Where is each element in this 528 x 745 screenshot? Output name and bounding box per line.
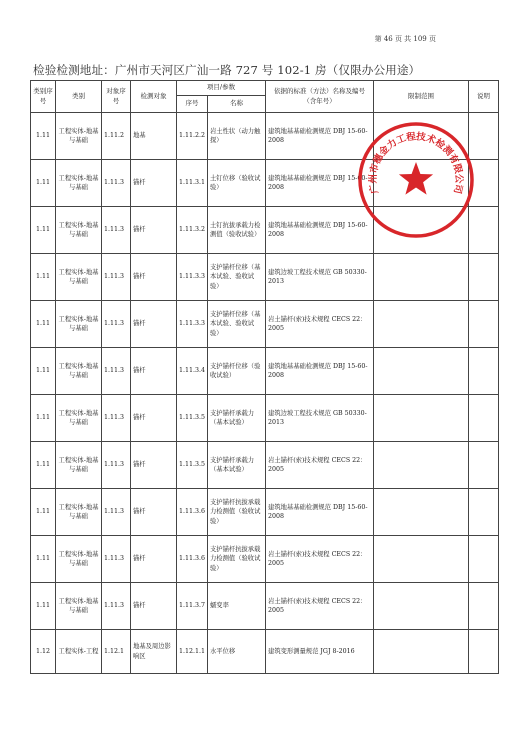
cell-item-no: 1.11.3.7 (177, 583, 208, 630)
table-row (31, 160, 499, 207)
cell-object: 锚杆 (131, 207, 177, 254)
table-row (31, 301, 499, 348)
cell-item-name: 水平位移 (208, 630, 266, 674)
table-row (31, 113, 499, 160)
cell-object-no: 1.12.1 (102, 630, 131, 674)
col-item-no: 序号 (177, 96, 208, 113)
col-standard: 依据的标准（方法）名称及编号（含年号） (266, 81, 374, 113)
cell-limit (374, 113, 469, 160)
cell-object: 锚杆 (131, 395, 177, 442)
cell-category-no: 1.11 (31, 301, 56, 348)
table-row (31, 348, 499, 395)
cell-category: 工程实体-地基与基础 (56, 489, 102, 536)
table-row (31, 489, 499, 536)
col-category-no: 类别序号 (31, 81, 56, 113)
col-item-param: 项目/参数 (177, 81, 266, 96)
cell-note (469, 630, 499, 674)
cell-category-no: 1.11 (31, 489, 56, 536)
cell-item-no: 1.11.3.1 (177, 160, 208, 207)
cell-limit (374, 160, 469, 207)
table-row (31, 442, 499, 489)
cell-standard: 建筑地基基础检测规范 DBJ 15-60-2008 (266, 113, 374, 160)
col-category: 类别 (56, 81, 102, 113)
cell-standard: 建筑边坡工程技术规范 GB 50330-2013 (266, 395, 374, 442)
cell-category: 工程实体-地基与基础 (56, 254, 102, 301)
cell-object: 地基及周边影响区 (131, 630, 177, 674)
cell-category: 工程实体-地基与基础 (56, 207, 102, 254)
cell-note (469, 395, 499, 442)
cell-limit (374, 630, 469, 674)
cell-limit (374, 583, 469, 630)
cell-category-no: 1.11 (31, 348, 56, 395)
cell-object: 锚杆 (131, 301, 177, 348)
cell-object-no: 1.11.3 (102, 160, 131, 207)
cell-category-no: 1.11 (31, 207, 56, 254)
cell-object-no: 1.11.3 (102, 536, 131, 583)
table-row (31, 536, 499, 583)
cell-limit (374, 348, 469, 395)
cell-object-no: 1.11.3 (102, 254, 131, 301)
cell-standard: 岩土锚杆(索)技术规程 CECS 22：2005 (266, 583, 374, 630)
cell-item-no: 1.11.3.4 (177, 348, 208, 395)
cell-note (469, 301, 499, 348)
cell-limit (374, 489, 469, 536)
cell-category: 工程实体-地基与基础 (56, 583, 102, 630)
cell-item-name: 土钉位移（验收试验） (208, 160, 266, 207)
col-object-no: 对象序号 (102, 81, 131, 113)
cell-standard: 建筑变形测量规范 JGJ 8-2016 (266, 630, 374, 674)
cell-object: 锚杆 (131, 583, 177, 630)
cell-item-no: 1.11.3.5 (177, 395, 208, 442)
cell-limit (374, 536, 469, 583)
cell-standard: 建筑边坡工程技术规范 GB 50330-2013 (266, 254, 374, 301)
cell-object-no: 1.11.2 (102, 113, 131, 160)
cell-category-no: 1.11 (31, 113, 56, 160)
cell-standard: 岩土锚杆(索)技术规程 CECS 22：2005 (266, 442, 374, 489)
cell-object: 锚杆 (131, 254, 177, 301)
cell-category: 工程实体-地基与基础 (56, 301, 102, 348)
cell-item-name: 岩土性状（动力触探） (208, 113, 266, 160)
cell-object: 锚杆 (131, 489, 177, 536)
cell-note (469, 113, 499, 160)
cell-category: 工程实体-工程 (56, 630, 102, 674)
table-row (31, 254, 499, 301)
cell-item-no: 1.11.2.2 (177, 113, 208, 160)
cell-category-no: 1.11 (31, 536, 56, 583)
cell-limit (374, 442, 469, 489)
cell-note (469, 442, 499, 489)
cell-item-no: 1.11.3.3 (177, 301, 208, 348)
cell-object-no: 1.11.3 (102, 348, 131, 395)
cell-item-name: 支护锚杆承载力（基本试验） (208, 395, 266, 442)
col-limit: 限制范围 (374, 81, 469, 113)
cell-category: 工程实体-地基与基础 (56, 536, 102, 583)
col-note: 说明 (469, 81, 499, 113)
cell-object-no: 1.11.3 (102, 442, 131, 489)
cell-limit (374, 207, 469, 254)
cell-standard: 建筑地基基础检测规范 DBJ 15-60-2008 (266, 207, 374, 254)
cell-item-no: 1.11.3.5 (177, 442, 208, 489)
cell-item-name: 支护锚杆承载力（基本试验） (208, 442, 266, 489)
cell-standard: 岩土锚杆(索)技术规程 CECS 22：2005 (266, 301, 374, 348)
cell-object: 锚杆 (131, 160, 177, 207)
cell-note (469, 583, 499, 630)
cell-standard: 建筑地基基础检测规范 DBJ 15-60-2008 (266, 489, 374, 536)
cell-item-name: 支护锚杆位移（基本试验、验收试验） (208, 254, 266, 301)
cell-category-no: 1.11 (31, 254, 56, 301)
cell-category: 工程实体-地基与基础 (56, 348, 102, 395)
seal-text: 广州市穗金力工程技术检测有限公司 (367, 131, 465, 195)
cell-note (469, 536, 499, 583)
cell-object-no: 1.11.3 (102, 395, 131, 442)
cell-object: 锚杆 (131, 348, 177, 395)
page-number: 第 46 页 共 109 页 (374, 35, 436, 43)
col-object: 检测对象 (131, 81, 177, 113)
cell-item-name: 支护锚杆抗拔承载力检测值（验收试验） (208, 489, 266, 536)
cell-category-no: 1.12 (31, 630, 56, 674)
cell-category: 工程实体-地基与基础 (56, 160, 102, 207)
page-address-heading: 检验检测地址：广州市天河区广汕一路 727 号 102-1 房（仅限办公用途） (33, 63, 421, 77)
cell-item-name: 支护锚杆位移（验收试验） (208, 348, 266, 395)
cell-limit (374, 254, 469, 301)
cell-note (469, 489, 499, 536)
cell-item-no: 1.12.1.1 (177, 630, 208, 674)
accreditation-table (30, 80, 499, 674)
cell-standard: 建筑地基基础检测规范 DBJ 15-60-2008 (266, 348, 374, 395)
cell-object-no: 1.11.3 (102, 583, 131, 630)
cell-category: 工程实体-地基与基础 (56, 442, 102, 489)
cell-object-no: 1.11.3 (102, 207, 131, 254)
cell-item-name: 支护锚杆抗拔承载力检测值（验收试验） (208, 536, 266, 583)
cell-item-no: 1.11.3.6 (177, 536, 208, 583)
col-item-name: 名称 (208, 96, 266, 113)
cell-category: 工程实体-地基与基础 (56, 113, 102, 160)
cell-item-no: 1.11.3.3 (177, 254, 208, 301)
cell-object-no: 1.11.3 (102, 489, 131, 536)
cell-item-no: 1.11.3.2 (177, 207, 208, 254)
table-row (31, 395, 499, 442)
cell-object: 锚杆 (131, 442, 177, 489)
cell-item-name: 支护锚杆位移（基本试验、验收试验） (208, 301, 266, 348)
cell-category-no: 1.11 (31, 395, 56, 442)
cell-object-no: 1.11.3 (102, 301, 131, 348)
table-row (31, 207, 499, 254)
cell-item-name: 土钉抗拔承载力检测值（验收试验） (208, 207, 266, 254)
cell-note (469, 160, 499, 207)
cell-standard: 建筑地基基础检测规范 DBJ 15-60-2008 (266, 160, 374, 207)
cell-note (469, 348, 499, 395)
cell-item-name: 蠕变率 (208, 583, 266, 630)
cell-object: 地基 (131, 113, 177, 160)
cell-limit (374, 395, 469, 442)
cell-category-no: 1.11 (31, 442, 56, 489)
cell-note (469, 207, 499, 254)
cell-item-no: 1.11.3.6 (177, 489, 208, 536)
cell-limit (374, 301, 469, 348)
table-row (31, 583, 499, 630)
cell-category-no: 1.11 (31, 160, 56, 207)
cell-standard: 岩土锚杆(索)技术规程 CECS 22：2005 (266, 536, 374, 583)
table-row (31, 630, 499, 674)
cell-category: 工程实体-地基与基础 (56, 395, 102, 442)
cell-note (469, 254, 499, 301)
cell-object: 锚杆 (131, 536, 177, 583)
cell-category-no: 1.11 (31, 583, 56, 630)
